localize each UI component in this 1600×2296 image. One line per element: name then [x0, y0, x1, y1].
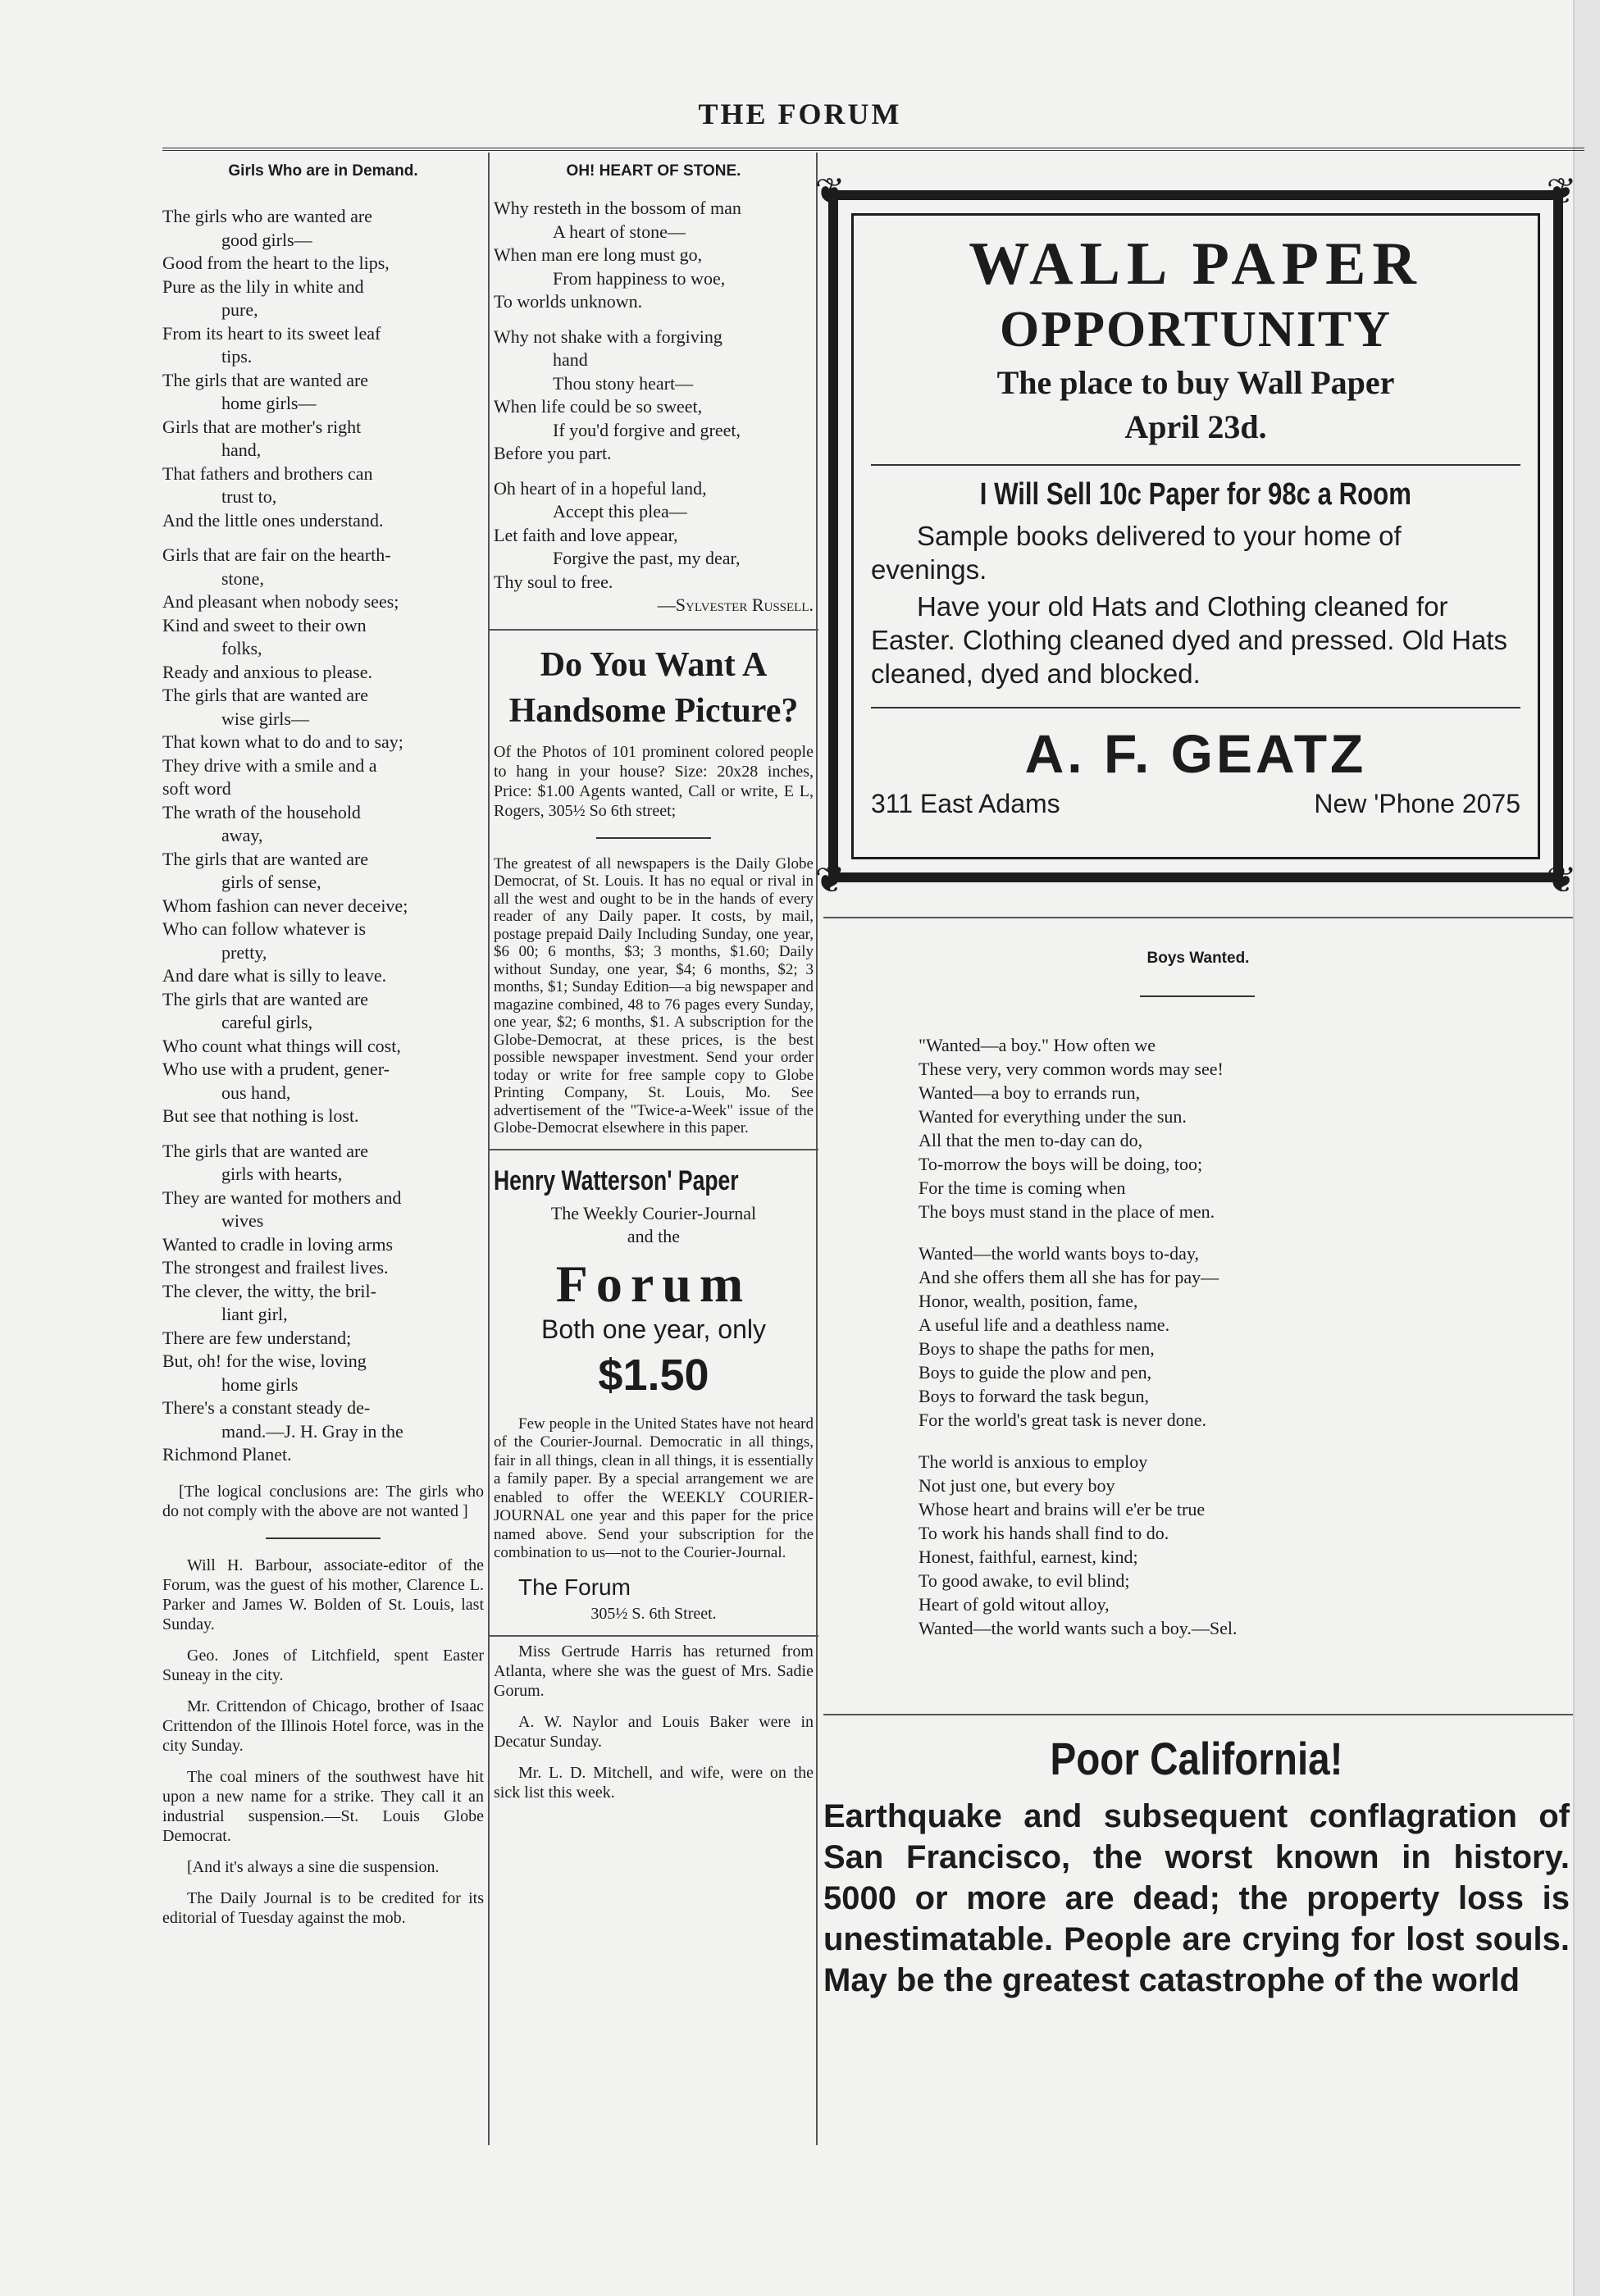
poem-line: Ready and anxious to please. — [162, 661, 372, 682]
poem-line: The girls that are wanted are — [162, 369, 369, 390]
news-item: The coal miners of the southwest have hit upon a new name for a strike. They call it an industrial suspension.—St. Louis Globe Democrat. — [162, 1767, 484, 1845]
poem-line: A heart of stone— — [553, 221, 686, 242]
poem-line: Whom fashion can never deceive; — [162, 895, 408, 916]
globe-ad: The greatest of all newspapers is the Daily Globe Democrat, of St. Louis. It has no equal or rival in all the west and ought to be in the hands of every reader of any Daily paper. It costs, by mail, postage prepaid Daily Including Sunday, one year, $6 00; 6 months, $3; 3 months, $1.60; Daily without Sunday, one year, $4; 6 months, $2; 3 months, $1; Sunday Edition—a big newspaper and magazine combined, 48 to 76 pages every Sunday, one year, $2; 6 months, $1. A subscription for the Globe-Democrat, at these prices, is the best possible newspaper investment. Send your order today or write for free sample copy to Globe Printing Company, St. Louis, Mo. See advertisement of the "Twice-a-Week" issue of the Globe-Democrat elsewhere in this paper. — [494, 854, 814, 1137]
california-headline: Poor California! — [1050, 1733, 1343, 1784]
poem-line: home girls— — [221, 393, 317, 413]
news-item: Geo. Jones of Litchfield, spent Easter Suneay in the city. — [162, 1646, 484, 1684]
page-edge — [1573, 0, 1600, 2296]
poem-line: But, oh! for the wise, loving — [162, 1351, 367, 1371]
poem-line: Wanted to cradle in loving arms — [162, 1233, 394, 1255]
news-item: The Daily Journal is to be credited for its editorial of Tuesday against the mob. — [162, 1888, 484, 1927]
divider — [489, 1149, 818, 1150]
news-item: Will H. Barbour, associate-editor of the Forum, was the guest of his mother, Clarence L. Parker and James W. Bolden of St. Louis, last Sunday. — [162, 1556, 484, 1633]
watterson-body: Few people in the United States have not heard of the Courier-Journal. Democratic in all things, fair in all things, clean in all things, it is essentially a family paper. By a special arrangement we are enabled to offer the WEEKLY COURIER-JOURNAL one year and this paper for the price named above. Send your subscription for the combination to us—not to the Courier-Journal. — [494, 1414, 814, 1561]
poem-line: "Wanted—a boy." How often we — [919, 1035, 1156, 1055]
picture-headline: Do You Want A Handsome Picture? — [508, 645, 799, 730]
poem-line: The clever, the witty, the bril- — [162, 1280, 376, 1301]
girls-poem — [162, 205, 484, 1467]
divider — [489, 1635, 818, 1637]
poem-line: The girls who are wanted are — [162, 206, 372, 226]
ad-body-2: Have your old Hats and Clothing cleaned for Easter. Clothing cleaned dyed and pressed. Old Hats cleaned, dyed and blocked. — [871, 591, 1507, 689]
poem-line: trust to, — [221, 486, 277, 507]
poem-line: There's a constant steady de- — [162, 1397, 371, 1418]
divider — [823, 1714, 1573, 1715]
poem-line: away, — [221, 825, 263, 845]
news-item: Miss Gertrude Harris has returned from Atlanta, where she was the guest of Mrs. Sadie Gorum. — [494, 1642, 814, 1700]
poem-line: To-morrow the boys will be doing, too; — [919, 1154, 1203, 1174]
poem-line: And she offers them all she has for pay— — [919, 1267, 1219, 1287]
poem-line: That fathers and brothers can — [162, 462, 373, 484]
poem-line: The wrath of the household — [162, 801, 361, 822]
poem-line: girls of sense, — [221, 872, 321, 892]
poem-line: Why resteth in the bossom of man — [494, 198, 741, 218]
separator — [596, 837, 711, 839]
girls-heading: Girls Who are in Demand. — [228, 162, 418, 180]
ad-address — [871, 789, 1520, 819]
poem-line: liant girl, — [221, 1304, 288, 1324]
divider — [489, 629, 818, 631]
poem-line: Who count what things will cost, — [162, 1035, 401, 1056]
forum-title: Forum — [555, 1254, 752, 1313]
poem-line: girls with hearts, — [221, 1164, 343, 1184]
poem-line: If you'd forgive and greet, — [553, 419, 741, 440]
poem-line: For the time is coming when — [919, 1178, 1126, 1198]
poem-line: The world is anxious to employ — [919, 1451, 1148, 1472]
poem-line: From happiness to woe, — [553, 267, 726, 289]
ornament-icon: ❦ — [814, 171, 846, 212]
heart-heading: OH! HEART OF STONE. — [566, 162, 741, 180]
news-item: A. W. Naylor and Louis Baker were in Decatur Sunday. — [494, 1712, 814, 1751]
poem-line: hand, — [221, 440, 262, 460]
wallpaper-ad — [814, 171, 1577, 900]
poem-line: Who use with a prudent, gener- — [162, 1059, 390, 1079]
poem-line: Kind and sweet to their own — [162, 614, 367, 636]
poem-line: Richmond Planet. — [162, 1444, 292, 1465]
poem-line: That kown what to do and to say; — [162, 731, 403, 752]
poem-line: Let faith and love appear, — [494, 524, 678, 545]
poem-line: pure, — [221, 299, 258, 320]
poem-line: Thou stony heart— — [553, 372, 694, 394]
watterson-both: Both one year, only — [541, 1314, 766, 1344]
poem-line: The girls that are wanted are — [162, 848, 369, 869]
poem-line: Before you part. — [494, 443, 612, 463]
poem-line: Girls that are mother's right — [162, 416, 362, 437]
ad-street: 311 East Adams — [871, 789, 1060, 818]
poem-line: There are few understand; — [162, 1327, 352, 1348]
ad-date: April 23d. — [1124, 408, 1267, 445]
poem-line: mand.—J. H. Gray in the — [221, 1420, 403, 1442]
ad-phone: New 'Phone 2075 — [1314, 789, 1520, 818]
poem-line: Wanted—the world wants boys to-day, — [919, 1243, 1200, 1264]
ornament-icon: ❦ — [1546, 860, 1577, 900]
poem-line: Boys to guide the plow and pen, — [919, 1362, 1152, 1383]
news-item: Mr. Crittendon of Chicago, brother of Isaac Crittendon of the Illinois Hotel force, was in the city Sunday. — [162, 1697, 484, 1755]
poem-line: And pleasant when nobody sees; — [162, 591, 399, 612]
poem-line: Accept this plea— — [553, 501, 687, 522]
poem-line: They drive with a smile and a — [162, 754, 377, 776]
boys-poem — [919, 1033, 1493, 1640]
california-body: Earthquake and subsequent conflagration of San Francisco, the worst known in history. 5000 or more are dead; the property loss is unestimatable. People are crying for lost souls. May be the greatest catastrophe of the world — [823, 1798, 1570, 1998]
ornament-icon: ❦ — [1546, 171, 1577, 212]
poem-line: Wanted—the world wants such a boy.—Sel. — [919, 1618, 1238, 1638]
heart-poem — [494, 197, 814, 594]
column-2 — [494, 156, 814, 1814]
divider — [823, 917, 1573, 918]
poem-line: Oh heart of in a hopeful land, — [494, 477, 707, 499]
ad-content — [871, 230, 1520, 819]
poem-line: Whose heart and brains will e'er be true — [919, 1499, 1206, 1519]
poem-line: These very, very common words may see! — [919, 1059, 1224, 1079]
poem-line: tips. — [221, 346, 253, 367]
watterson-sign-name: The Forum — [518, 1574, 631, 1600]
poem-line: They are wanted for mothers and — [162, 1187, 402, 1208]
poem-line: But see that nothing is lost. — [162, 1105, 359, 1126]
masthead: THE FORUM — [698, 98, 902, 130]
poem-line: From its heart to its sweet leaf — [162, 322, 381, 344]
poem-line: home girls — [221, 1374, 299, 1395]
poem-line: And dare what is silly to leave. — [162, 965, 387, 986]
poem-line: Thy soul to free. — [494, 571, 613, 592]
poem-line: When life could be so sweet, — [494, 396, 703, 417]
poem-line: Why not shake with a forgiving — [494, 326, 723, 347]
ad-body-1: Sample books delivered to your home of evenings. — [871, 521, 1402, 585]
poem-line: careful girls, — [221, 1012, 313, 1032]
poem-line: pretty, — [221, 941, 267, 963]
poem-line: wives — [221, 1210, 264, 1231]
separator — [266, 1538, 381, 1539]
poem-line: Good from the heart to the lips, — [162, 253, 390, 273]
poem-line: To work his hands shall find to do. — [919, 1523, 1169, 1543]
poem-line: Pure as the lily in white and — [162, 276, 364, 297]
poem-line: Forgive the past, my dear, — [553, 548, 741, 568]
watterson-sub2: and the — [627, 1226, 681, 1246]
local-items — [162, 1556, 484, 1928]
girls-note: [The logical conclusions are: The girls who do not comply with the above are not wanted ] — [162, 1482, 484, 1520]
ad-merchant: A. F. GEATZ — [1024, 723, 1367, 784]
watterson-headline: Henry Watterson' Paper — [494, 1164, 739, 1196]
local-items-2 — [494, 1642, 814, 1802]
boys-heading: Boys Wanted. — [1146, 950, 1250, 967]
poem-line: To worlds unknown. — [494, 291, 643, 312]
poem-line: A useful life and a deathless name. — [919, 1314, 1170, 1335]
poem-line: good girls— — [221, 229, 312, 250]
watterson-sign-addr: 305½ S. 6th Street. — [590, 1604, 717, 1623]
ad-subtitle: OPPORTUNITY — [1000, 302, 1392, 358]
poem-line: Honor, wealth, position, fame, — [919, 1291, 1138, 1311]
poem-line: Who can follow whatever is — [162, 918, 367, 939]
news-item: [And it's always a sine die suspension. — [187, 1857, 440, 1876]
poem-line: The girls that are wanted are — [162, 1140, 369, 1161]
poem-line: The strongest and frailest lives. — [162, 1257, 389, 1278]
poem-line: Not just one, but every boy — [919, 1475, 1115, 1496]
poem-line: soft word — [162, 778, 231, 799]
poem-line: For the world's great task is never done. — [919, 1410, 1206, 1430]
poem-line: ous hand, — [221, 1082, 291, 1103]
poem-line: Honest, faithful, earnest, kind; — [919, 1547, 1138, 1567]
poem-line: Wanted for everything under the sun. — [919, 1106, 1187, 1127]
poem-line: The girls that are wanted are — [162, 988, 369, 1009]
ornament-icon: ❦ — [814, 860, 846, 900]
poem-line: Wanted—a boy to errands run, — [919, 1082, 1141, 1103]
ad-rule — [871, 707, 1520, 708]
poem-line: To good awake, to evil blind; — [919, 1570, 1130, 1591]
poem-line: All that the men to-day can do, — [919, 1130, 1143, 1150]
ad-title: WALL PAPER — [969, 230, 1423, 298]
poem-line: Girls that are fair on the hearth- — [162, 544, 391, 565]
poem-line: Boys to forward the task begun, — [919, 1386, 1150, 1406]
watterson-price: $1.50 — [598, 1350, 709, 1400]
poem-line: Boys to shape the paths for men, — [919, 1338, 1155, 1359]
watterson-sub1: The Weekly Courier-Journal — [550, 1202, 757, 1223]
california-notice — [823, 1730, 1570, 2001]
poem-line: When man ere long must go, — [494, 244, 703, 265]
separator — [1140, 995, 1255, 997]
ad-tagline: The place to buy Wall Paper — [996, 364, 1395, 401]
poem-line: The girls that are wanted are — [162, 685, 369, 705]
column-1 — [162, 156, 484, 1939]
poem-line: The boys must stand in the place of men. — [919, 1201, 1215, 1222]
poem-line: Heart of gold witout alloy, — [919, 1594, 1110, 1615]
ad-rule — [871, 464, 1520, 466]
news-item: Mr. L. D. Mitchell, and wife, were on the sick list this week. — [494, 1763, 814, 1802]
poem-line: And the little ones understand. — [162, 509, 384, 531]
heart-signature: —Sylvester Russell. — [657, 594, 814, 615]
ad-offer: I Will Sell 10c Paper for 98c a Room — [979, 477, 1412, 512]
masthead-rule — [162, 148, 1584, 151]
poem-line: wise girls— — [221, 708, 309, 729]
poem-line: folks, — [221, 638, 262, 658]
poem-line: hand — [553, 349, 588, 370]
poem-line: stone, — [221, 567, 264, 589]
picture-body: Of the Photos of 101 prominent colored people to hang in your house? Size: 20x28 inches, Price: $1.00 Agents wanted, Call or write, E L, Rogers, 305½ So 6th street; — [494, 742, 814, 820]
